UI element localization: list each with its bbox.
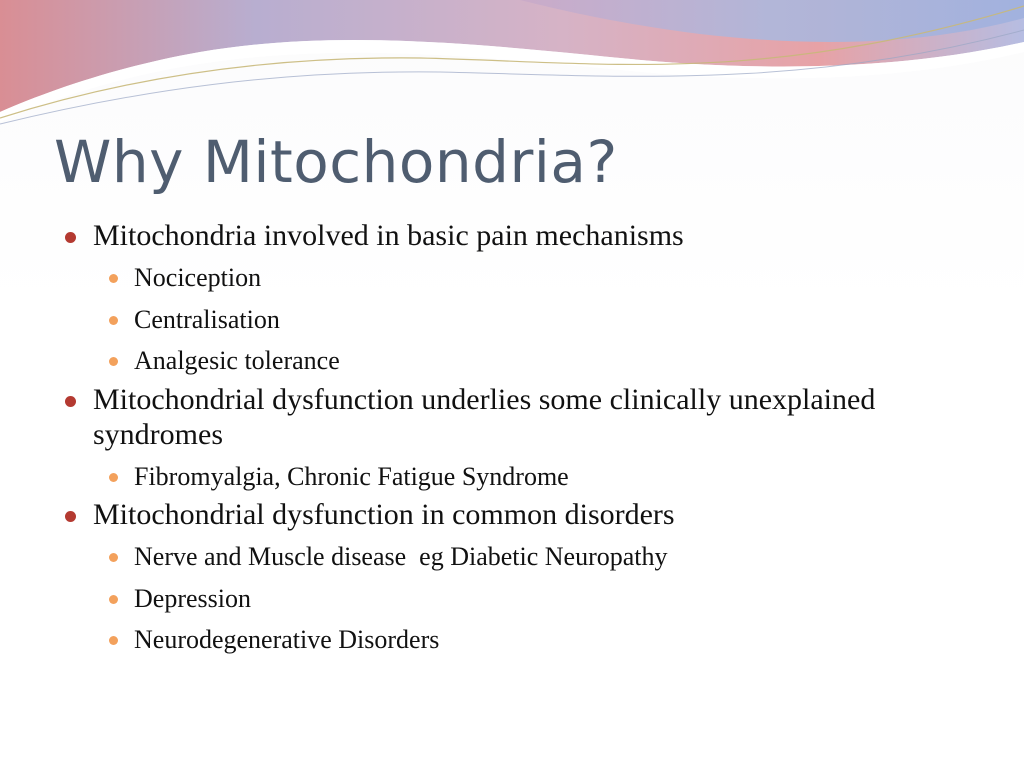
- sub-bullet-item: [93, 257, 980, 299]
- bullet-text: Mitochondrial dysfunction underlies some clinically unexplained syndromes: [93, 382, 876, 451]
- sub-bullet-text: Neurodegenerative Disorders: [134, 625, 440, 654]
- sub-bullet-list: [93, 257, 980, 382]
- bullet-dot-icon: [65, 232, 76, 243]
- sub-bullet-dot-icon: [109, 636, 118, 645]
- sub-bullet-item: [93, 578, 980, 620]
- bullet-item: [60, 218, 980, 382]
- bullet-list: [60, 218, 980, 661]
- sub-bullet-item: [93, 619, 980, 661]
- bullet-dot-icon: [65, 396, 76, 407]
- sub-bullet-dot-icon: [109, 357, 118, 366]
- bullet-dot-icon: [65, 511, 76, 522]
- slide-title: Why Mitochondria?: [54, 128, 618, 196]
- sub-bullet-item: [93, 340, 980, 382]
- sub-bullet-text: Centralisation: [134, 304, 280, 334]
- sub-bullet-text: Fibromyalgia, Chronic Fatigue Syndrome: [134, 461, 569, 491]
- bullet-text: Mitochondria involved in basic pain mechanisms: [93, 219, 684, 252]
- bullet-text: Mitochondrial dysfunction in common disorders: [93, 498, 675, 531]
- sub-bullet-dot-icon: [109, 595, 118, 604]
- sub-bullet-item: [93, 299, 980, 341]
- bullet-item: [60, 497, 980, 661]
- sub-bullet-item: [93, 456, 980, 498]
- sub-bullet-text: Nociception: [134, 263, 262, 292]
- sub-bullet-dot-icon: [109, 316, 118, 325]
- sub-bullet-text: Depression: [134, 583, 251, 613]
- sub-bullet-dot-icon: [109, 473, 118, 482]
- sub-bullet-dot-icon: [109, 553, 118, 562]
- sub-bullet-dot-icon: [109, 274, 118, 283]
- sub-bullet-text: Analgesic tolerance: [134, 346, 340, 375]
- slide-content: [60, 218, 980, 661]
- sub-bullet-list: [93, 536, 980, 661]
- sub-bullet-text: Nerve and Muscle disease eg Diabetic Neuropathy: [134, 542, 668, 571]
- bullet-item: [60, 382, 980, 498]
- header-wave-decoration: [0, 0, 1024, 130]
- sub-bullet-list: [93, 456, 980, 498]
- sub-bullet-item: [93, 536, 980, 578]
